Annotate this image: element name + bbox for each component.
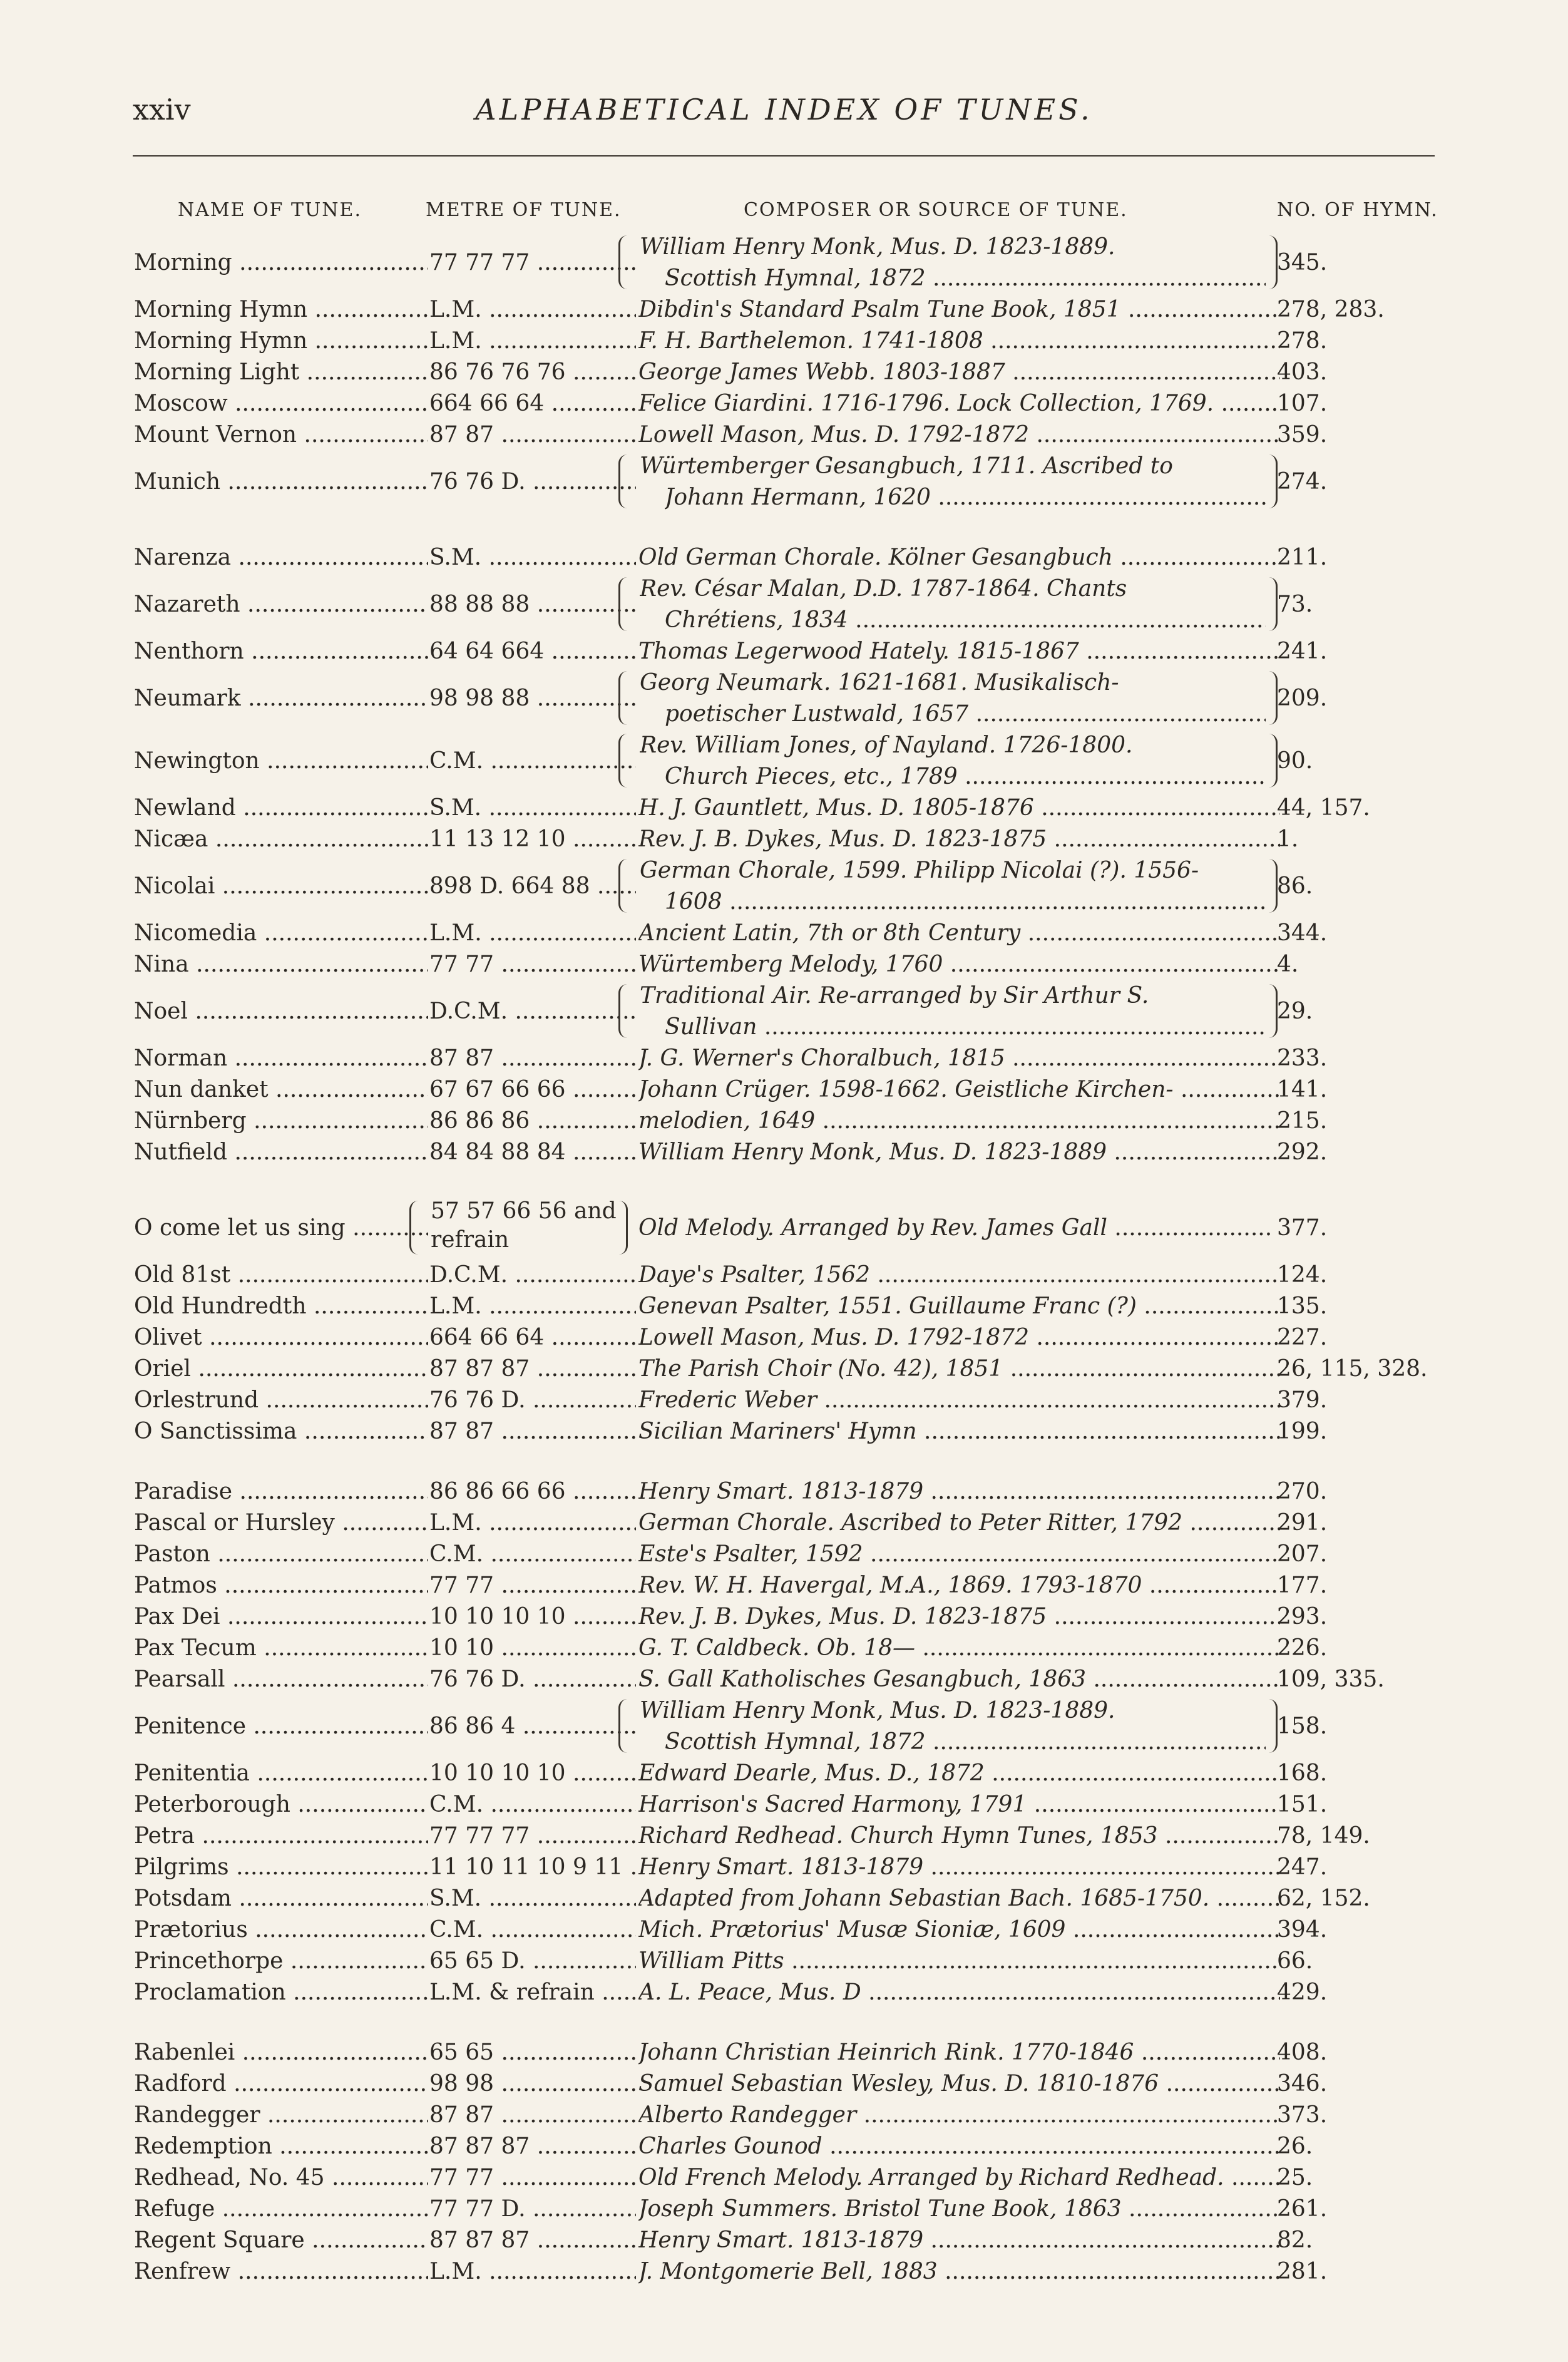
tune-composer: William Pitts ..... — [638, 1946, 1280, 1977]
col-head-composer: COMPOSER OR SOURCE OF TUNE. — [744, 199, 1128, 221]
tune-composer: Sicilian Mariners' Hymn ..... — [638, 1416, 1280, 1447]
tune-metre: 76 76 D. ..... — [429, 1385, 636, 1416]
tune-metre: 86 76 76 76 ..... — [429, 357, 636, 388]
hymn-number: 78, 149. — [1277, 1823, 1370, 1849]
tune-name: Olivet ..... — [134, 1322, 428, 1353]
tune-metre: L.M. ..... — [429, 326, 636, 357]
tune-metre: 87 87 ..... — [429, 1416, 636, 1447]
column-headers — [0, 199, 1568, 220]
tune-metre: L.M. ..... — [429, 294, 636, 326]
tune-metre: 87 87 ..... — [429, 419, 636, 451]
tune-name: Newington ..... — [134, 746, 428, 777]
tune-composer: Ancient Latin, 7th or 8th Century ..... — [638, 918, 1280, 949]
index-row — [0, 855, 1568, 918]
tune-composer: G. T. Caldbeck. Ob. 18— ..... — [638, 1633, 1280, 1664]
tune-name: Regent Square ..... — [134, 2225, 428, 2256]
tune-composer: Rev. J. B. Dykes, Mus. D. 1823-1875 ..... — [638, 824, 1280, 855]
tune-metre: 77 77 D. ..... — [429, 2194, 636, 2225]
tune-composer-line2: poetischer Lustwald, 1657 ..... — [665, 699, 1266, 730]
composer-brace-open — [618, 671, 629, 725]
tune-metre: 10 10 10 10 ..... — [429, 1758, 636, 1789]
composer-brace-open — [618, 577, 629, 631]
tune-composer: melodien, 1649 ..... — [638, 1106, 1280, 1137]
tune-composer: Rev. W. H. Havergal, M.A., 1869. 1793-1870 ..... — [638, 1570, 1280, 1601]
hymn-number: 1. — [1277, 826, 1299, 852]
tune-composer-line1: Würtemberger Gesangbuch, 1711. Ascribed to — [640, 453, 1173, 479]
tune-composer: Felice Giardini. 1716-1796. Lock Collection, 1769. ..... — [638, 388, 1280, 419]
hymn-number: 291. — [1277, 1510, 1328, 1536]
hymn-number: 241. — [1277, 639, 1328, 664]
hymn-number: 211. — [1277, 545, 1328, 570]
hymn-number: 73. — [1277, 592, 1313, 617]
tune-metre: L.M. & refrain ..... — [429, 1977, 636, 2008]
composer-brace-close — [1268, 984, 1278, 1038]
tune-composer: Charles Gounod ..... — [638, 2131, 1280, 2162]
tune-name: Morning Light ..... — [134, 357, 428, 388]
hymn-number: 82. — [1277, 2227, 1313, 2253]
hymn-number: 29. — [1277, 999, 1313, 1024]
tune-metre: 87 87 87 ..... — [429, 2225, 636, 2256]
tune-metre: 87 87 ..... — [429, 2100, 636, 2131]
composer-brace-open — [618, 1699, 629, 1753]
hymn-number: 207. — [1277, 1541, 1328, 1567]
hymn-number: 209. — [1277, 685, 1328, 711]
hymn-number: 158. — [1277, 1713, 1328, 1739]
tune-composer: George James Webb. 1803-1887 ..... — [638, 357, 1280, 388]
tune-name: Pilgrims ..... — [134, 1852, 428, 1883]
index-row — [0, 232, 1568, 294]
tune-metre: C.M. ..... — [429, 746, 636, 777]
composer-brace-close — [1268, 734, 1278, 788]
tune-composer-line1: Rev. William Jones, of Nayland. 1726-1800. — [640, 732, 1133, 758]
tune-composer: Rev. J. B. Dykes, Mus. D. 1823-1875 ..... — [638, 1601, 1280, 1633]
tune-composer: H. J. Gauntlett, Mus. D. 1805-1876 ..... — [638, 793, 1280, 824]
tune-composer: Henry Smart. 1813-1879 ..... — [638, 2225, 1280, 2256]
tune-composer-line2: 1608 ..... — [665, 886, 1266, 918]
hymn-number: 403. — [1277, 359, 1328, 385]
tune-name: Norman ..... — [134, 1043, 428, 1074]
tune-name: Morning Hymn ..... — [134, 326, 428, 357]
tune-metre: D.C.M. ..... — [429, 1260, 636, 1291]
tune-composer: Harrison's Sacred Harmony, 1791 ..... — [638, 1789, 1280, 1820]
col-head-number: NO. OF HYMN. — [1277, 199, 1438, 221]
tune-metre: 64 64 664 ..... — [429, 636, 636, 667]
tune-metre: 87 87 87 ..... — [429, 2131, 636, 2162]
index-row — [0, 980, 1568, 1043]
tune-composer-line1: Georg Neumark. 1621-1681. Musikalisch- — [640, 670, 1119, 696]
composer-brace-close — [1268, 577, 1278, 631]
tune-name: Pascal or Hursley ..... — [134, 1507, 428, 1539]
tune-composer-line1: German Chorale, 1599. Philipp Nicolai (?). 1556- — [640, 858, 1199, 883]
hymn-number: 359. — [1277, 422, 1328, 448]
tune-name: Randegger ..... — [134, 2100, 428, 2131]
tune-metre: D.C.M. ..... — [429, 996, 636, 1027]
tune-metre: L.M. ..... — [429, 918, 636, 949]
hymn-number: 215. — [1277, 1108, 1328, 1134]
tune-metre: 88 88 88 ..... — [429, 589, 636, 620]
hymn-number: 429. — [1277, 1979, 1328, 2005]
tune-composer: Adapted from Johann Sebastian Bach. 1685-1750. ..... — [638, 1883, 1280, 1914]
tune-composer: Edward Dearle, Mus. D., 1872 ..... — [638, 1758, 1280, 1789]
tune-metre: C.M. ..... — [429, 1539, 636, 1570]
tune-name: Morning ..... — [134, 247, 428, 279]
hymn-number: 274. — [1277, 469, 1328, 495]
tune-name: Nina ..... — [134, 949, 428, 980]
tune-metre: 898 D. 664 88 ..... — [429, 871, 636, 902]
tune-name: Neumark ..... — [134, 683, 428, 714]
tune-name: Prætorius ..... — [134, 1914, 428, 1946]
tune-name: Paradise ..... — [134, 1476, 428, 1507]
tune-name: O Sanctissima ..... — [134, 1416, 428, 1447]
hymn-number: 377. — [1277, 1215, 1328, 1241]
hymn-number: 227. — [1277, 1325, 1328, 1350]
composer-brace-open — [618, 454, 629, 508]
tune-composer: William Henry Monk, Mus. D. 1823-1889 ..... — [638, 1137, 1280, 1168]
tune-composer-line2: Johann Hermann, 1620 ..... — [665, 482, 1266, 513]
tune-metre: 98 98 ..... — [429, 2068, 636, 2100]
index-row — [0, 1197, 1568, 1260]
hymn-number: 26, 115, 328. — [1277, 1356, 1428, 1382]
hymn-number: 233. — [1277, 1045, 1328, 1071]
tune-metre: 84 84 88 84 ..... — [429, 1137, 636, 1168]
hymn-number: 278, 283. — [1277, 297, 1385, 322]
tune-metre: 65 65 ..... — [429, 2037, 636, 2068]
page-title: ALPHABETICAL INDEX OF TUNES. — [475, 93, 1093, 126]
tune-composer-line2: Chrétiens, 1834 ..... — [665, 605, 1266, 636]
composer-brace-close — [1268, 235, 1278, 289]
tune-metre: 664 66 64 ..... — [429, 388, 636, 419]
tune-composer: Joseph Summers. Bristol Tune Book, 1863 ..... — [638, 2194, 1280, 2225]
tune-metre: C.M. ..... — [429, 1914, 636, 1946]
composer-brace-open — [618, 984, 629, 1038]
tune-metre: 77 77 ..... — [429, 1570, 636, 1601]
metre-brace-open — [409, 1201, 420, 1255]
tune-name: Old Hundredth ..... — [134, 1291, 428, 1322]
tune-composer-line1: William Henry Monk, Mus. D. 1823-1889. — [640, 234, 1115, 260]
index-row — [0, 451, 1568, 513]
hymn-number: 66. — [1277, 1948, 1313, 1974]
tune-name: Orlestrund ..... — [134, 1385, 428, 1416]
hymn-number: 44, 157. — [1277, 795, 1370, 821]
tune-name: Oriel ..... — [134, 1353, 428, 1385]
hymn-number: 373. — [1277, 2102, 1328, 2128]
tune-name: Moscow ..... — [134, 388, 428, 419]
tune-name: Redhead, No. 45 ..... — [134, 2162, 428, 2194]
tune-metre: S.M. ..... — [429, 793, 636, 824]
composer-brace-close — [1268, 1699, 1278, 1753]
hymn-number: 226. — [1277, 1635, 1328, 1661]
tune-name: Mount Vernon ..... — [134, 419, 428, 451]
hymn-number: 107. — [1277, 391, 1328, 416]
tune-metre: 86 86 4 ..... — [429, 1711, 636, 1742]
hymn-number: 261. — [1277, 2196, 1328, 2222]
hymn-number: 408. — [1277, 2040, 1328, 2065]
tune-name: Penitence ..... — [134, 1711, 428, 1742]
composer-brace-close — [1268, 671, 1278, 725]
tune-metre: S.M. ..... — [429, 542, 636, 573]
header-rule — [133, 155, 1435, 157]
page-header — [0, 93, 1568, 130]
index-row — [0, 667, 1568, 730]
composer-brace-close — [1268, 859, 1278, 913]
tune-name: O come let us sing ..... — [134, 1213, 428, 1244]
metre-brace-close — [618, 1201, 628, 1255]
tune-composer-line2: Sullivan ..... — [665, 1012, 1266, 1043]
hymn-number: 151. — [1277, 1792, 1328, 1817]
tune-name: Potsdam ..... — [134, 1883, 428, 1914]
tune-composer: J. Montgomerie Bell, 1883 ..... — [638, 2256, 1280, 2288]
tune-composer: Genevan Psalter, 1551. Guillaume Franc (?) ..... — [638, 1291, 1280, 1322]
tune-composer: Lowell Mason, Mus. D. 1792-1872 ..... — [638, 419, 1280, 451]
hymn-number: 135. — [1277, 1293, 1328, 1319]
hymn-number: 247. — [1277, 1854, 1328, 1880]
tune-name: Refuge ..... — [134, 2194, 428, 2225]
tune-name: Patmos ..... — [134, 1570, 428, 1601]
tune-metre: 67 67 66 66 ..... — [429, 1074, 636, 1106]
hymn-number: 345. — [1277, 250, 1328, 275]
index-row — [0, 573, 1568, 636]
tune-name: Petra ..... — [134, 1820, 428, 1852]
tune-name: Penitentia ..... — [134, 1758, 428, 1789]
tune-metre: 10 10 10 10 ..... — [429, 1601, 636, 1633]
tune-composer: Frederic Weber ..... — [638, 1385, 1280, 1416]
tune-composer: Dibdin's Standard Psalm Tune Book, 1851 ..... — [638, 294, 1280, 326]
composer-brace-open — [618, 734, 629, 788]
tune-metre: L.M. ..... — [429, 2256, 636, 2288]
tune-metre: S.M. ..... — [429, 1883, 636, 1914]
tune-name: Nenthorn ..... — [134, 636, 428, 667]
tune-composer: Old French Melody. Arranged by Richard Redhead. ..... — [638, 2162, 1280, 2194]
tune-name: Newland ..... — [134, 793, 428, 824]
tune-metre: 664 66 64 ..... — [429, 1322, 636, 1353]
tune-name: Narenza ..... — [134, 542, 428, 573]
tune-composer: The Parish Choir (No. 42), 1851 ..... — [638, 1353, 1280, 1385]
tune-name: Proclamation ..... — [134, 1977, 428, 2008]
tune-metre: 11 13 12 10 ..... — [429, 824, 636, 855]
hymn-number: 141. — [1277, 1077, 1328, 1102]
tune-composer: Henry Smart. 1813-1879 ..... — [638, 1476, 1280, 1507]
composer-brace-open — [618, 235, 629, 289]
tune-metre: 77 77 77 ..... — [429, 1820, 636, 1852]
tune-name: Munich ..... — [134, 466, 428, 498]
tune-composer: Old Melody. Arranged by Rev. James Gall ..... — [638, 1213, 1271, 1244]
tune-metre: 98 98 88 ..... — [429, 683, 636, 714]
tune-name: Redemption ..... — [134, 2131, 428, 2162]
col-head-name: NAME OF TUNE. — [178, 199, 362, 221]
index-row — [0, 730, 1568, 793]
tune-composer: Johann Crüger. 1598-1662. Geistliche Kirchen- ..... — [638, 1074, 1280, 1106]
hymn-number: 124. — [1277, 1262, 1328, 1288]
tune-composer: Lowell Mason, Mus. D. 1792-1872 ..... — [638, 1322, 1280, 1353]
tune-composer: Johann Christian Heinrich Rink. 1770-1846 ..... — [638, 2037, 1280, 2068]
tune-name: Nazareth ..... — [134, 589, 428, 620]
hymn-number: 270. — [1277, 1479, 1328, 1504]
tune-metre: 87 87 87 ..... — [429, 1353, 636, 1385]
hymn-number: 109, 335. — [1277, 1666, 1385, 1692]
hymn-number: 168. — [1277, 1760, 1328, 1786]
tune-name: Old 81st ..... — [134, 1260, 428, 1291]
tune-composer: Mich. Prætorius' Musæ Sioniæ, 1609 ..... — [638, 1914, 1280, 1946]
tune-metre: L.M. ..... — [429, 1507, 636, 1539]
tune-name: Nürnberg ..... — [134, 1106, 428, 1137]
tune-name: Noel ..... — [134, 996, 428, 1027]
tune-name: Nun danket ..... — [134, 1074, 428, 1106]
tune-name: Pearsall ..... — [134, 1664, 428, 1695]
hymn-number: 346. — [1277, 2071, 1328, 2097]
tune-metre: 76 76 D. ..... — [429, 466, 636, 498]
hymn-number: 25. — [1277, 2165, 1313, 2190]
tune-name: Princethorpe ..... — [134, 1946, 428, 1977]
tune-composer-line2: Scottish Hymnal, 1872 ..... — [665, 263, 1266, 294]
hymn-number: 278. — [1277, 328, 1328, 354]
hymn-number: 86. — [1277, 873, 1313, 899]
tune-name: Peterborough ..... — [134, 1789, 428, 1820]
tune-name: Pax Dei ..... — [134, 1601, 428, 1633]
composer-brace-close — [1268, 454, 1278, 508]
tune-metre: C.M. ..... — [429, 1789, 636, 1820]
hymn-number: 293. — [1277, 1604, 1328, 1630]
hymn-number: 199. — [1277, 1419, 1328, 1444]
tune-composer: German Chorale. Ascribed to Peter Ritter, 1792 ..... — [638, 1507, 1280, 1539]
tune-name: Pax Tecum ..... — [134, 1633, 428, 1664]
tune-composer: Este's Psalter, 1592 ..... — [638, 1539, 1280, 1570]
tune-name: Paston ..... — [134, 1539, 428, 1570]
hymn-number: 90. — [1277, 748, 1313, 774]
tune-name: Morning Hymn ..... — [134, 294, 428, 326]
tune-metre: 65 65 D. ..... — [429, 1946, 636, 1977]
hymn-number: 394. — [1277, 1917, 1328, 1943]
tune-composer-line2: Scottish Hymnal, 1872 ..... — [665, 1727, 1266, 1758]
tune-composer: Richard Redhead. Church Hymn Tunes, 1853 ..... — [638, 1820, 1280, 1852]
tune-composer-line2: Church Pieces, etc., 1789 ..... — [665, 761, 1266, 793]
tune-metre: 76 76 D. ..... — [429, 1664, 636, 1695]
tune-composer: Samuel Sebastian Wesley, Mus. D. 1810-1876 ..... — [638, 2068, 1280, 2100]
tune-composer-line1: Rev. César Malan, D.D. 1787-1864. Chants — [640, 576, 1127, 602]
tune-name: Nutfield ..... — [134, 1137, 428, 1168]
hymn-number: 344. — [1277, 920, 1328, 946]
tune-metre: 86 86 86 ..... — [429, 1106, 636, 1137]
hymn-number: 379. — [1277, 1387, 1328, 1413]
tune-name: Nicomedia ..... — [134, 918, 428, 949]
tune-composer: F. H. Barthelemon. 1741-1808 ..... — [638, 326, 1280, 357]
index-row — [0, 1695, 1568, 1758]
tune-metre: 11 10 11 10 9 11 ..... — [429, 1852, 636, 1883]
tune-composer-line1: William Henry Monk, Mus. D. 1823-1889. — [640, 1698, 1115, 1723]
tune-name: Renfrew ..... — [134, 2256, 428, 2288]
hymn-number: 292. — [1277, 1139, 1328, 1165]
page-number: xxiv — [133, 93, 191, 126]
tune-metre: 57 57 66 56 and refrain — [431, 1198, 617, 1253]
tune-composer: Henry Smart. 1813-1879 ..... — [638, 1852, 1280, 1883]
tune-composer: A. L. Peace, Mus. D ..... — [638, 1977, 1280, 2008]
tune-composer: J. G. Werner's Choralbuch, 1815 ..... — [638, 1043, 1280, 1074]
tune-composer: Old German Chorale. Kölner Gesangbuch ..... — [638, 542, 1280, 573]
hymn-number: 62, 152. — [1277, 1886, 1370, 1911]
tune-name: Nicolai ..... — [134, 871, 428, 902]
tune-name: Radford ..... — [134, 2068, 428, 2100]
tune-metre: L.M. ..... — [429, 1291, 636, 1322]
tune-composer: Thomas Legerwood Hately. 1815-1867 ..... — [638, 636, 1280, 667]
tune-metre: 87 87 ..... — [429, 1043, 636, 1074]
hymn-number: 281. — [1277, 2259, 1328, 2284]
tune-name: Rabenlei ..... — [134, 2037, 428, 2068]
tune-metre: 10 10 ..... — [429, 1633, 636, 1664]
tune-name: Nicæa ..... — [134, 824, 428, 855]
tune-metre: 77 77 77 ..... — [429, 247, 636, 279]
tune-composer: Daye's Psalter, 1562 ..... — [638, 1260, 1280, 1291]
tune-composer-line1: Traditional Air. Re-arranged by Sir Arthur S. — [640, 983, 1149, 1009]
hymn-number: 177. — [1277, 1573, 1328, 1598]
tune-composer: Alberto Randegger ..... — [638, 2100, 1280, 2131]
tune-metre: 77 77 ..... — [429, 2162, 636, 2194]
tune-metre: 86 86 66 66 ..... — [429, 1476, 636, 1507]
tune-metre: 77 77 ..... — [429, 949, 636, 980]
composer-brace-open — [618, 859, 629, 913]
tune-composer: S. Gall Katholisches Gesangbuch, 1863 ..... — [638, 1664, 1280, 1695]
col-head-metre: METRE OF TUNE. — [426, 199, 622, 221]
hymn-number: 4. — [1277, 952, 1299, 977]
hymn-number: 26. — [1277, 2134, 1313, 2159]
tune-composer: Würtemberg Melody, 1760 ..... — [638, 949, 1280, 980]
